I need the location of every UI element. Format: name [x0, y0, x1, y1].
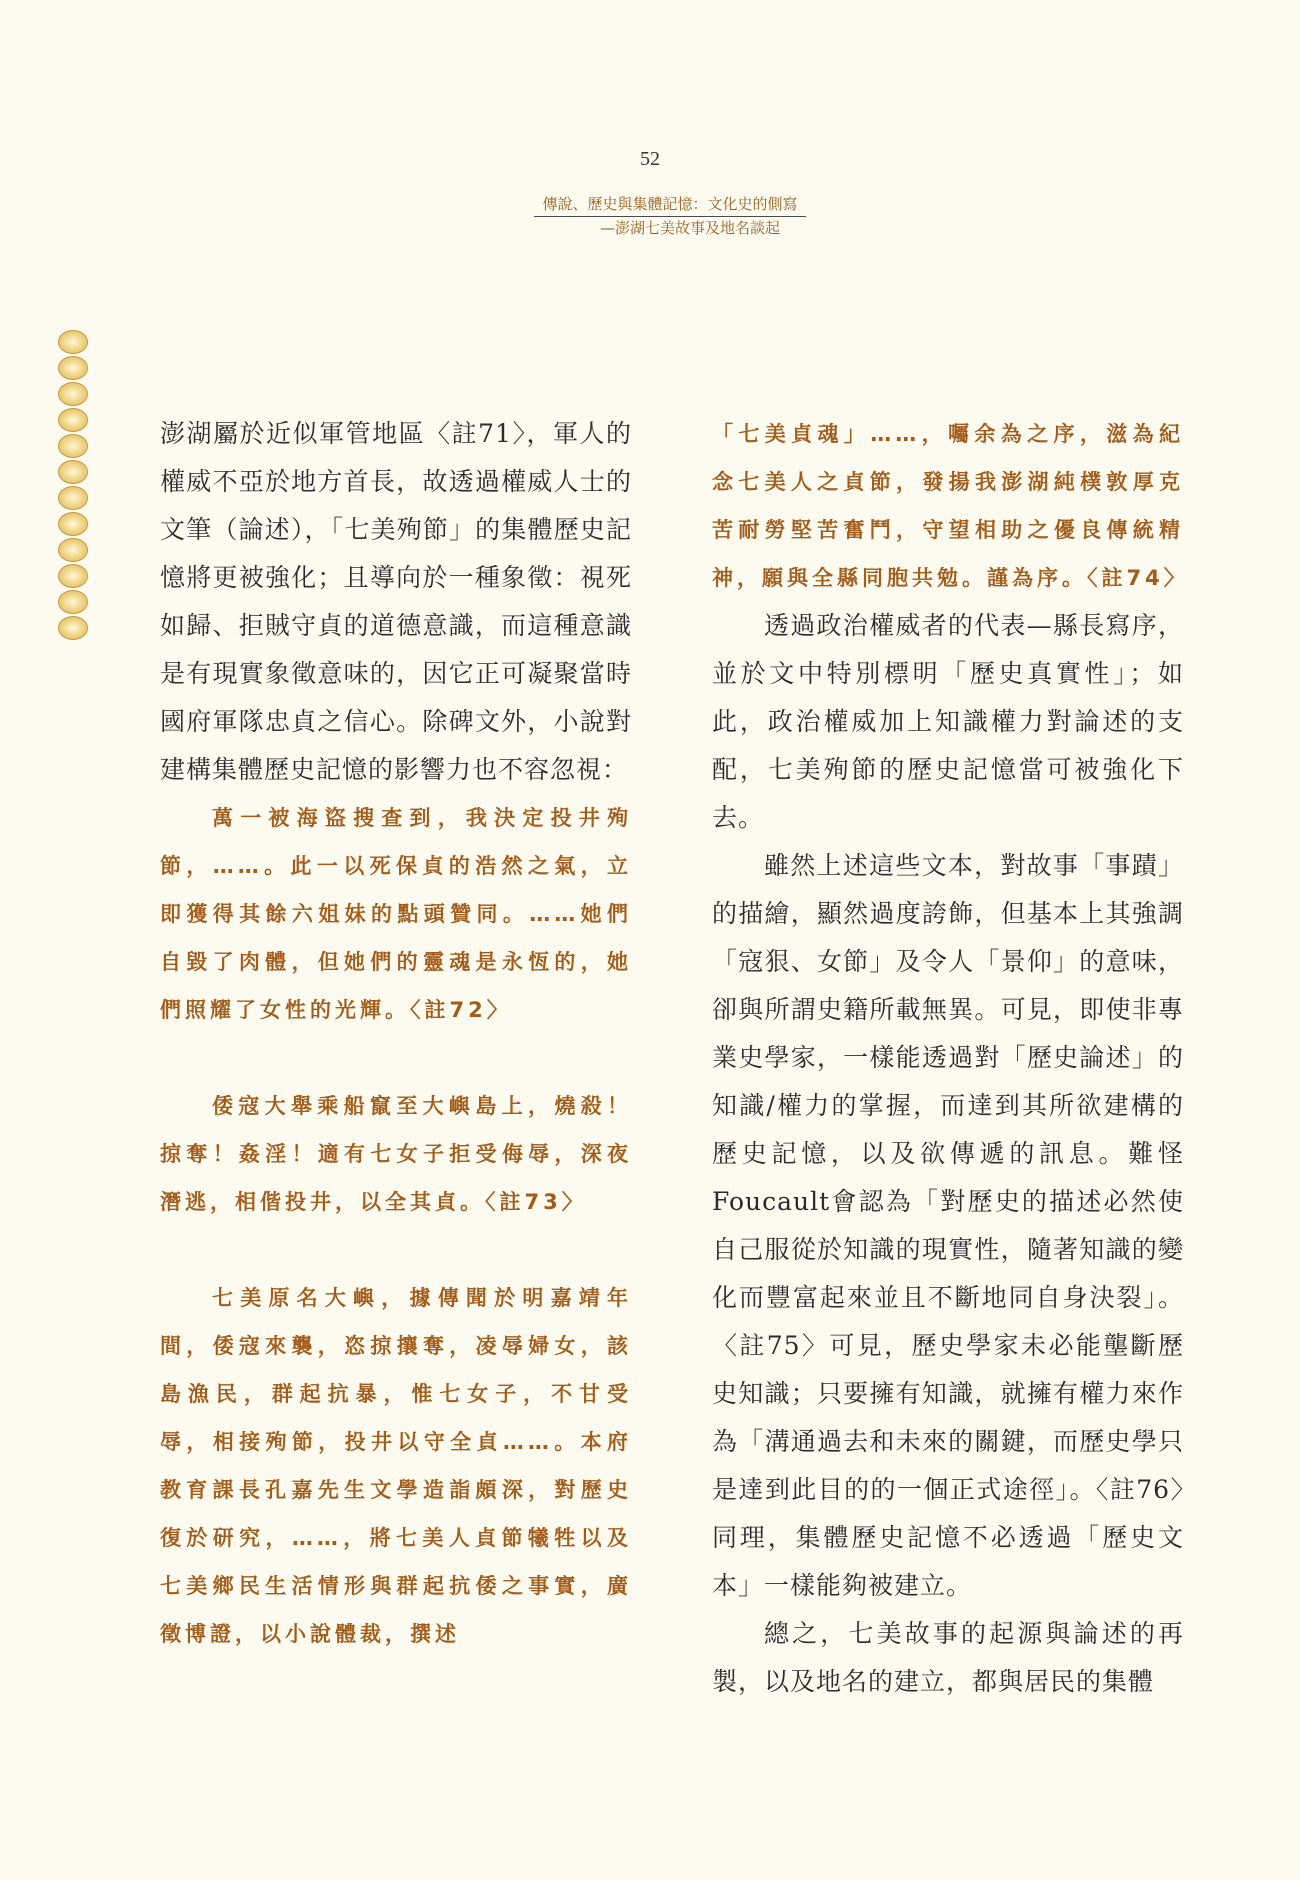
coin-ornament-icon [58, 460, 88, 484]
coin-ornament-icon [58, 512, 88, 536]
body-paragraph: 總之，七美故事的起源與論述的再製，以及地名的建立，都與居民的集體 [712, 1619, 1184, 1696]
right-column [712, 410, 1189, 1706]
coin-ornament-icon [58, 356, 88, 380]
page-number: 52 [640, 148, 660, 170]
coin-ornament-icon [58, 590, 88, 614]
coin-ornament-icon [58, 616, 88, 640]
body-paragraph: 澎湖屬於近似軍管地區〈註71〉，軍人的權威不亞於地方首長，故透過權威人士的文筆（論述），「七美殉節」的集體歷史記憶將更被強化；且導向於一種象徵：視死如歸、拒賊守貞的道德意識，而這種意識是有現實象徵意味的，因它正可凝聚當時國府軍隊忠貞之信心。除碑文外，小說對建構集體歷史記憶的影響力也不容忽視： [160, 419, 632, 784]
decorative-coin-border [58, 330, 92, 640]
block-quote-continued: 「七美貞魂」……，囑余為之序，滋為紀念七美人之貞節，發揚我澎湖純樸敦厚克苦耐勞堅苦奮鬥，守望相助之優良傳統精神，願與全縣同胞共勉。謹為序。〈註74〉 [712, 422, 1189, 590]
coin-ornament-icon [58, 486, 88, 510]
block-quote: 七美原名大嶼，據傳聞於明嘉靖年間，倭寇來襲，恣掠攘奪，凌辱婦女，該島漁民，群起抗暴，惟七女子，不甘受辱，相接殉節，投井以守全貞……。本府教育課長孔嘉先生文學造詣頗深，對歷史復於研究，……，將七美人貞節犧牲以及七美鄉民生活情形與群起抗倭之事實，廣徵博證，以小說體裁，撰述 [160, 1286, 632, 1646]
coin-ornament-icon [58, 434, 88, 458]
body-paragraph: 透過政治權威者的代表—縣長寫序，並於文中特別標明「歷史真實性」；如此，政治權威加上知識權力對論述的支配，七美殉節的歷史記憶當可被強化下去。 [712, 611, 1184, 832]
spacer [160, 1034, 632, 1082]
block-quote: 倭寇大舉乘船竄至大嶼島上，燒殺！掠奪！姦淫！適有七女子拒受侮辱，深夜潛逃，相偕投井，以全其貞。〈註73〉 [160, 1094, 632, 1214]
coin-ornament-icon [58, 330, 88, 354]
left-column [160, 410, 632, 1658]
coin-ornament-icon [58, 564, 88, 588]
block-quote: 萬一被海盜搜查到，我決定投井殉節，……。此一以死保貞的浩然之氣，立即獲得其餘六姐妹的點頭贊同。……她們自毀了肉體，但她們的靈魂是永恆的，她們照耀了女性的光輝。〈註72〉 [160, 806, 632, 1022]
spacer [160, 1226, 632, 1274]
coin-ornament-icon [58, 538, 88, 562]
running-header [520, 193, 820, 240]
coin-ornament-icon [58, 382, 88, 406]
coin-ornament-icon [58, 408, 88, 432]
running-header-title: 傳說、歷史與集體記憶：文化史的側寫 [534, 193, 805, 217]
running-header-subtitle: —澎湖七美故事及地名談起 [599, 219, 780, 237]
body-paragraph: 雖然上述這些文本，對故事「事蹟」的描繪，顯然過度誇飾，但基本上其強調「寇狠、女節」及令人「景仰」的意味，卻與所謂史籍所載無異。可見，即使非專業史學家，一樣能透過對「歷史論述」的知識/權力的掌握，而達到其所欲建構的歷史記憶，以及欲傳遞的訊息。難怪Foucault會認為「對歷史的描述必然使自己服從於知識的現實性，隨著知識的變化而豐富起來並且不斷地同自身決裂」。〈註75〉可見，歷史學家未必能壟斷歷史知識；只要擁有知識，就擁有權力來作為「溝通過去和未來的關鍵，而歷史學只是達到此目的的一個正式途徑」。〈註76〉同理，集體歷史記憶不必透過「歷史文本」一樣能夠被建立。 [712, 851, 1184, 1600]
